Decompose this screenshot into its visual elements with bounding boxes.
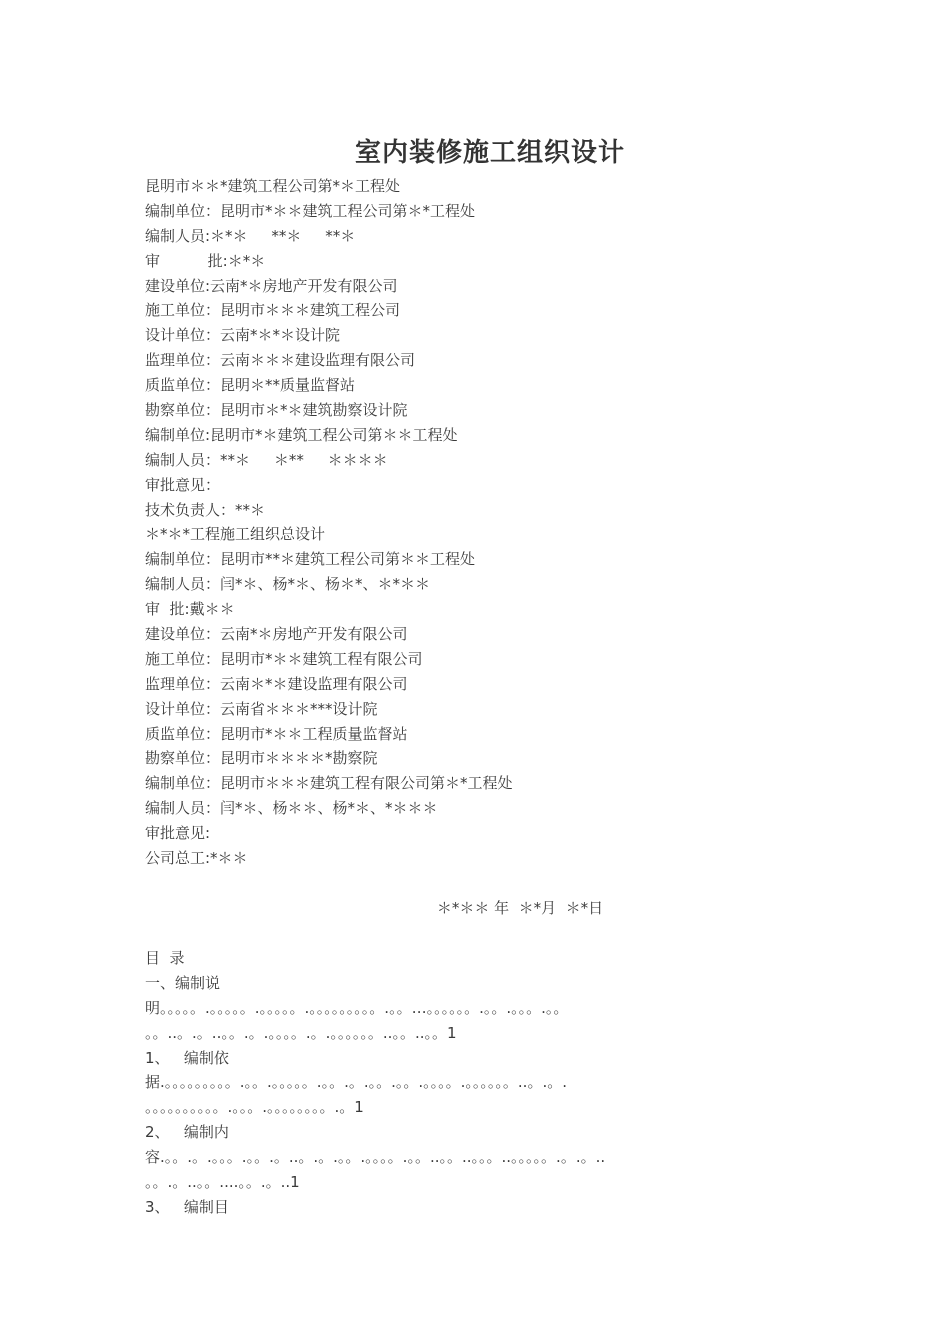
info-line: 勘察单位：昆明市＊＊＊＊*勘察院 (145, 749, 378, 768)
info-line: 质监单位：昆明市*＊＊工程质量监督站 (145, 724, 408, 743)
toc-leader-line: 。。。。。。。。。。.。。。.。。。。。。。。.。1 (145, 1098, 364, 1117)
info-line: 编制人员：**＊ ＊** ＊＊＊＊ (145, 450, 388, 469)
info-line: 编制单位：昆明市**＊建筑工程公司第＊＊工程处 (145, 550, 476, 569)
info-line: 施工单位：昆明市＊＊＊建筑工程公司 (145, 301, 401, 320)
toc-entry[interactable]: 3、 编制目 (145, 1197, 229, 1216)
info-line: 勘察单位：昆明市＊*＊建筑勘察设计院 (145, 401, 408, 420)
table-of-contents (145, 946, 815, 1220)
info-line: 建设单位：云南*＊房地产开发有限公司 (145, 625, 408, 644)
info-line: 质监单位：昆明＊**质量监督站 (145, 376, 356, 395)
info-line: 审 批:＊*＊ (145, 251, 266, 270)
info-line: 编制人员：闫*＊、杨＊＊、杨*＊、*＊＊＊ (145, 799, 438, 818)
info-line: 设计单位：云南省＊＊＊***设计院 (145, 699, 378, 718)
toc-leader-line: 。。.。..。。....。。.。..1 (145, 1173, 300, 1192)
toc-leader-line: 据.。。。。。。。。。.。。.。。。。。.。。.。.。。.。。.。。。。.。。。。。。..。.。. (145, 1073, 567, 1092)
info-line: 设计单位：云南*＊*＊设计院 (145, 326, 341, 345)
info-line: 昆明市＊＊*建筑工程公司第*＊工程处 (145, 177, 401, 195)
document-info-block (145, 174, 815, 871)
info-line: 审 批:戴＊＊ (145, 600, 235, 619)
info-line: 技术负责人：**＊ (145, 500, 266, 519)
info-line: 施工单位：昆明市*＊＊建筑工程有限公司 (145, 649, 423, 668)
toc-leader-line: 明。。。。。.。。。。。.。。。。。.。。。。。。。。。.。。…。。。。。。.。。.。。。.。。 (145, 998, 569, 1017)
toc-heading: 目 录 (145, 949, 185, 967)
info-line: 编制单位：昆明市*＊＊建筑工程公司第＊*工程处 (145, 201, 476, 220)
info-line: 公司总工:*＊＊ (145, 849, 248, 868)
info-line: 监理单位：云南＊＊＊建设监理有限公司 (145, 351, 416, 370)
info-line: 编制人员:＊*＊ **＊ **＊ (145, 226, 356, 245)
document-date: ＊*＊＊ 年 ＊*月 ＊*日 (436, 899, 604, 917)
toc-leader-line: 容.。。.。.。。。.。。.。..。.。.。。.。。。。.。。..。。..。。。..。。。。。.。.。.. (145, 1148, 606, 1167)
info-line: 编制人员：闫*＊、杨*＊、杨＊*、＊*＊＊ (145, 575, 431, 594)
info-line: 编制单位:昆明市*＊建筑工程公司第＊＊工程处 (145, 425, 458, 444)
toc-entry[interactable]: 1、 编制依 (145, 1048, 229, 1067)
toc-entry[interactable]: 2、 编制内 (145, 1123, 229, 1142)
info-line: ＊*＊*工程施工组织总设计 (145, 525, 326, 544)
info-line: 审批意见： (145, 475, 221, 494)
info-line: 监理单位：云南＊*＊建设监理有限公司 (145, 674, 408, 693)
toc-entry[interactable]: 一、编制说 (145, 973, 221, 992)
info-line: 编制单位：昆明市＊＊＊建筑工程有限公司第＊*工程处 (145, 774, 513, 793)
info-line: 建设单位:云南*＊房地产开发有限公司 (145, 276, 398, 295)
document-title: 室内装修施工组织设计 (354, 138, 625, 168)
toc-leader-line: 。。..。.。..。。.。.。。。。.。.。。。。。。..。。..。。1 (145, 1023, 457, 1042)
info-line: 审批意见: (145, 824, 211, 843)
